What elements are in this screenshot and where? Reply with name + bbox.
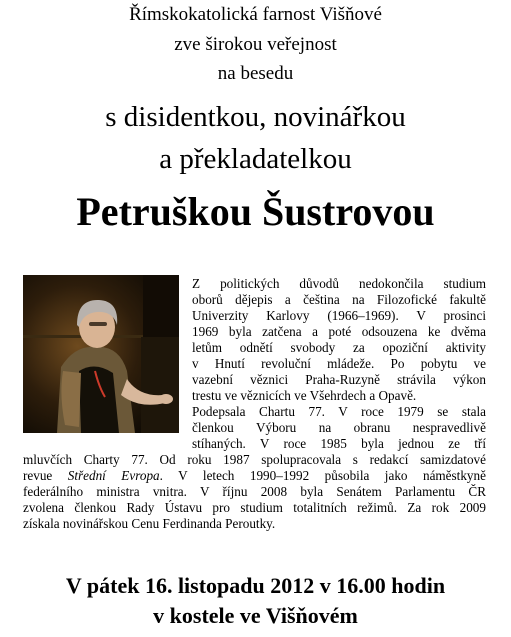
bio-line-6: v Hnutí revoluční mládeže. Po pobytu ve xyxy=(192,356,486,371)
bio-line-7: vazební věznici Praha-Ruzyně strávila výkon xyxy=(192,372,486,387)
bio-line-5: letům odnětí svobody za opoziční aktivity xyxy=(192,340,486,355)
bio-line-1: Z politických důvodů nedokončila studium xyxy=(192,276,486,291)
bio-line-12: mluvčích Charty 77. Od roku 1987 spolupracovala s redakcí samizdatové xyxy=(23,452,486,467)
event-location: v kostele ve Višňovém xyxy=(153,603,358,628)
bio-line-3: Univerzity Karlovy (1966–1969). V prosinci xyxy=(192,308,486,323)
bio-line-16: získala novinářskou Cenu Ferdinanda Peroutky. xyxy=(23,516,276,531)
subtitle-line-1: s disidentkou, novinářkou xyxy=(105,101,406,133)
bio-line-14: federálního ministra vnitra. V říjnu 2008 byla Senátem Parlamentu ČR xyxy=(23,484,486,499)
bio-line-4: 1969 byla zatčena a poté odsouzena ke dvěma xyxy=(192,324,486,339)
event-date-time: V pátek 16. listopadu 2012 v 16.00 hodin xyxy=(65,573,446,598)
bio-line-8: trestu ve věznicích ve Všehrdech a Opavě. xyxy=(192,388,417,403)
intro-line-2: zve širokou veřejnost xyxy=(174,34,337,55)
magazine-title: Střední Evropa xyxy=(67,468,160,483)
bio-line-11: stíhaných. V roce 1985 byla jednou ze tří xyxy=(192,436,486,451)
guest-name: Petruškou Šustrovou xyxy=(76,189,435,234)
bio-line-2: oborů dějepis a čeština na Filozofické fakultě xyxy=(192,292,486,307)
bio-line-15: zvolena členkou Rady Ústavu pro studium totalitních režimů. Za rok 2009 xyxy=(23,500,486,515)
bio-line-10: členkou Výboru na obranu nespravedlivě xyxy=(192,420,486,435)
bio-line-9: Podepsala Chartu 77. V roce 1979 se stala xyxy=(192,404,486,419)
speaker-photo xyxy=(23,275,179,433)
intro-line-3: na besedu xyxy=(217,63,294,84)
bio-line-13: revue Střední Evropa. V letech 1990–1992 působila jako náměstkyně xyxy=(23,468,486,483)
subtitle-line-2: a překladatelkou xyxy=(159,143,352,175)
intro-line-1: Římskokatolická farnost Višňové xyxy=(129,4,382,25)
